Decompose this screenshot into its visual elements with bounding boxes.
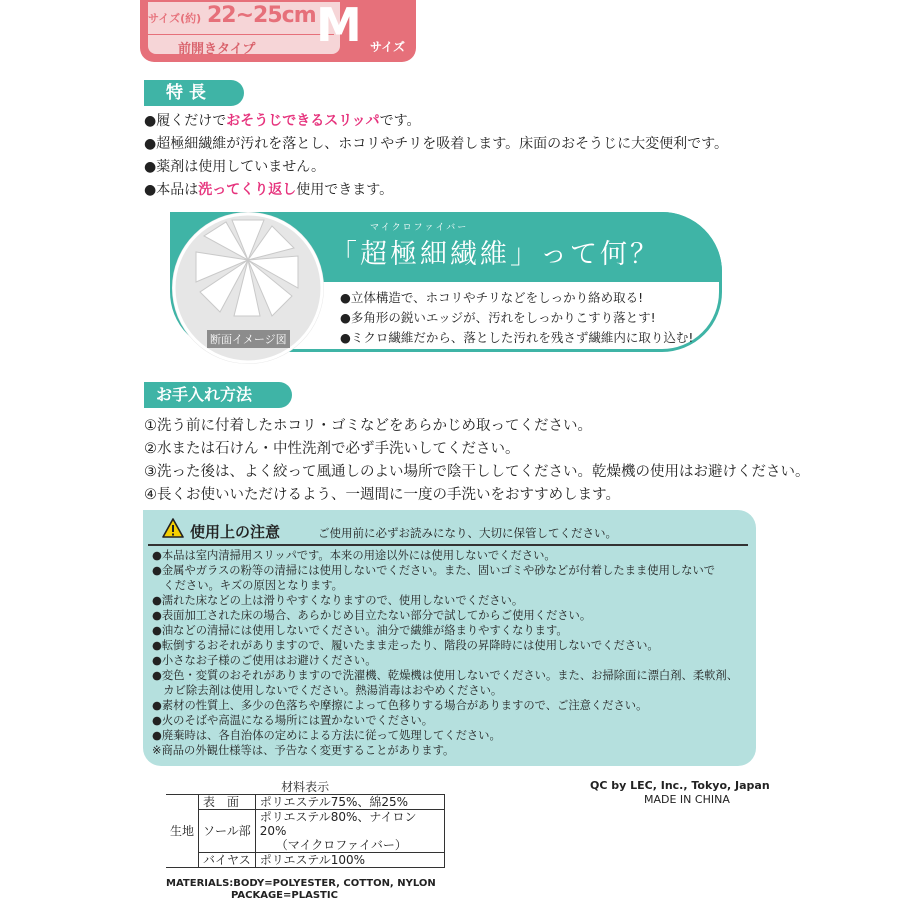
size-word: サイズ [370,40,406,54]
materials-table [166,780,445,868]
size-label: サイズ(約) [148,12,202,25]
microfiber-ruby: マイクロファイバー [370,223,469,233]
caution-line: ●油などの清掃には使用しないでください。油分で繊維が絡まりやすくなります。 [152,624,568,637]
country-of-origin: MADE IN CHINA [644,793,730,806]
caution-line: ●火のそばや高温になる場所には置かないでください。 [152,714,433,727]
part-label: ソール部 [199,810,256,853]
part-content-note: （マイクロファイバー） [255,838,444,853]
microfiber-point: ●多角形の鋭いエッジが、汚れをしっかりこすり落とす! [340,310,656,325]
caution-line: ●変色・変質のおそれがありますので洗濯機、乾燥機は使用しないでください。また、お掃除面に漂白剤、柔軟剤、 [152,669,739,682]
microfiber-point: ●立体構造で、ホコリやチリなどをしっかり絡め取る! [340,290,644,305]
caution-line: ●小さなお子様のご使用はお避けください。 [152,654,377,667]
caution-subtitle: ご使用前に必ずお読みになり、大切に保管してください。 [318,526,617,540]
group-label: 生地 [166,795,199,868]
care-heading: お手入れ方法 [144,382,292,408]
caution-line: カビ除去剤は使用しないでください。熱湯消毒はおやめください。 [152,684,503,697]
care-item: ③洗った後は、よく絞って風通しのよい場所で陰干ししてください。乾燥機の使用はお避けください。 [144,464,810,480]
part-content: ポリエステル100% [255,853,444,868]
materials-note-line: PACKAGE=PLASTIC [231,890,338,901]
caution-line: ●濡れた床などの上は滑りやすくなりますので、使用しないでください。 [152,594,524,607]
size-range: 22~25cm [207,3,316,28]
caution-line: ●素材の性質上、多少の色落ちや摩擦によって色移りする場合がありますので、ご注意ください。 [152,699,648,712]
caution-line: ●転倒するおそれがありますので、履いたまま走ったり、階段の昇降時には使用しないでください。 [152,639,659,652]
size-divider [148,34,334,35]
part-label: 表 面 [199,795,256,810]
care-item: ②水または石けん・中性洗剤で必ず手洗いしてください。 [144,441,520,457]
materials-note-line: MATERIALS:BODY=POLYESTER, COTTON, NYLON [166,878,436,889]
materials-note [166,878,436,902]
image-caption: 断面イメージ図 [207,330,290,348]
care-item: ④長くお使いいただけるよう、一週間に一度の手洗いをおすすめします。 [144,487,620,503]
feature-item: ●本品は洗ってくり返し使用できます。 [144,182,394,198]
table-row [166,795,444,810]
part-content: ポリエステル75%、綿25% [255,795,444,810]
caution-line: ※商品の外観仕様等は、予告なく変更することがあります。 [152,744,455,757]
slipper-type: 前開きタイプ [178,42,256,57]
materials-table-header: 材料表示 [166,780,444,795]
feature-item: ●履くだけでおそうじできるスリッパです。 [144,113,421,129]
caution-line: ●表面加工された床の場合、あらかじめ目立たない部分で試してからご使用ください。 [152,609,592,622]
warning-icon [162,518,184,538]
caution-line: ください。キズの原因となります。 [152,579,343,592]
features-heading: 特長 [144,80,244,106]
caution-divider [148,544,748,546]
table-row [166,810,444,839]
caution-title: 使用上の注意 [190,523,281,541]
microfiber-point: ●ミクロ繊維だから、落とした汚れを残さず繊維内に取り込む! [340,330,694,345]
caution-line: ●金属やガラスの粉等の清掃には使用しないでください。また、固いゴミや砂などが付着したまま使用しないで [152,564,716,577]
table-row [166,853,444,868]
caution-line: ●本品は室内清掃用スリッパです。本来の用途以外には使用しないでください。 [152,549,556,562]
feature-item: ●薬剤は使用していません。 [144,159,326,175]
company-credit: QC by LEC, Inc., Tokyo, Japan [590,779,770,792]
care-item: ①洗う前に付着したホコリ・ゴミなどをあらかじめ取ってください。 [144,418,592,434]
size-letter: M [316,0,362,52]
caution-line: ●廃棄時は、各自治体の定めによる方法に従って処理してください。 [152,729,501,742]
feature-item: ●超極細繊維が汚れを落とし、ホコリやチリを吸着します。床面のおそうじに大変便利です。 [144,136,728,152]
part-label: バイヤス [199,853,256,868]
microfiber-title: 「超極細繊維」って何？ [330,239,660,270]
part-content: ポリエステル80%、ナイロン20% [255,810,444,839]
